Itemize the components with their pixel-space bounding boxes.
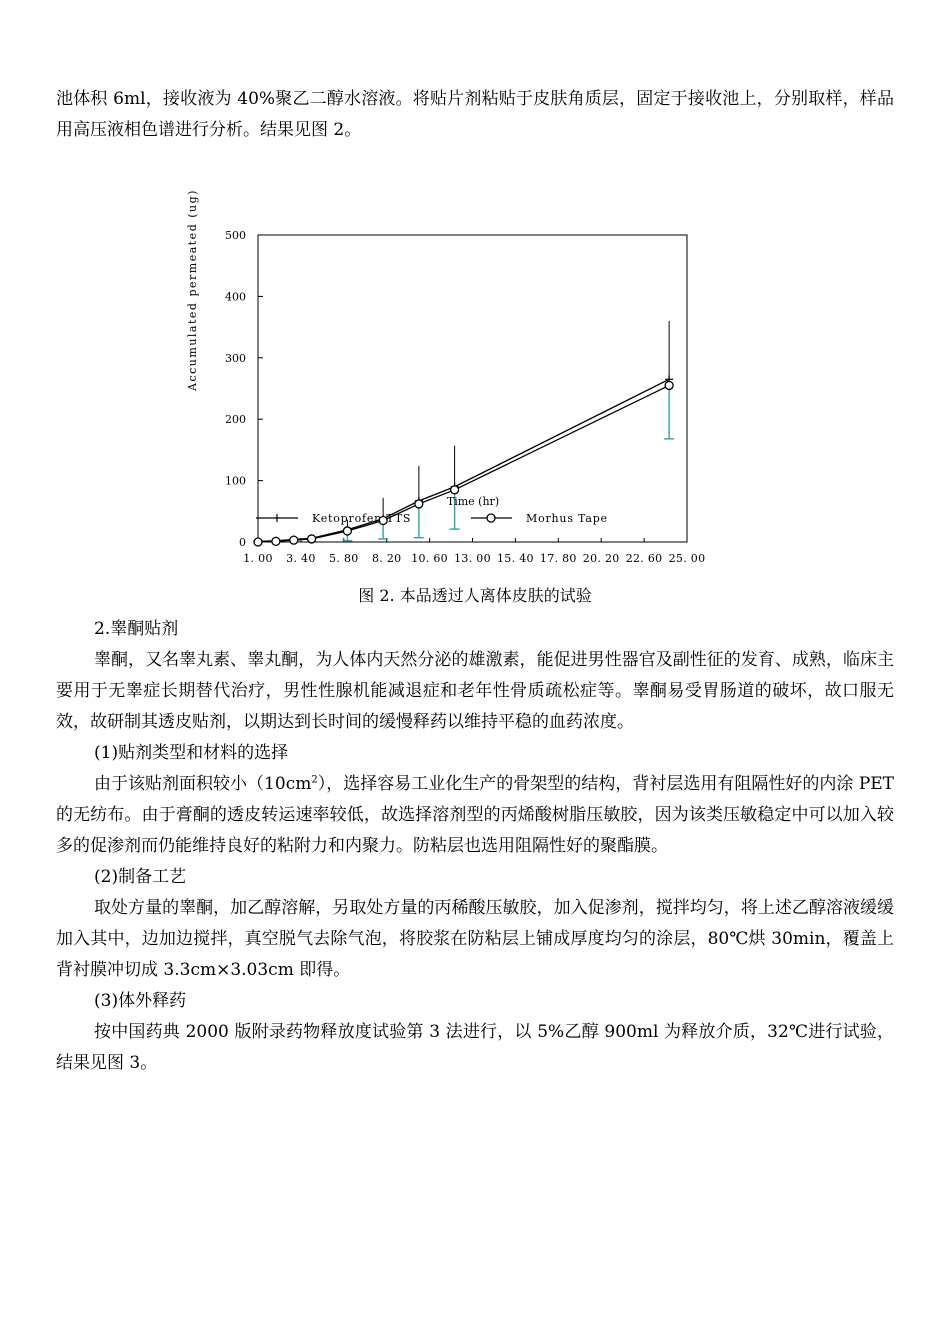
y-tick-label: 300 xyxy=(225,351,246,365)
data-point-circle xyxy=(272,537,280,545)
data-point-circle xyxy=(343,527,351,535)
x-tick-label: 3. 40 xyxy=(286,552,316,565)
y-tick-label: 400 xyxy=(225,290,246,304)
legend-label-ketoprofen: Ketoprofen TTS xyxy=(312,512,412,525)
y-tick-label: 500 xyxy=(225,229,246,242)
y-axis-label: Accumulated permeated (ug) xyxy=(186,189,199,391)
permeation-chart xyxy=(56,146,894,578)
page-content xyxy=(56,84,894,1079)
legend-marker-circle xyxy=(487,514,495,522)
data-point-circle xyxy=(290,536,298,544)
x-tick-label: 8. 20 xyxy=(371,552,402,565)
x-tick-label: 1. 00 xyxy=(243,552,273,565)
x-axis-label: Time (hr) xyxy=(446,495,500,508)
patch-type-text-b: ），选择容易工业化生产的骨架型的结构，背衬层选用有阻隔性好的内涂 PET 的无纺布。由于膏酮的透皮转运速率较低，故选择溶剂型的丙烯酸树脂压敏胶，因为该类压敏稳定中可以加入较多的促渗剂而仍能维持良好的粘附力和内聚力。防粘层也选用阻隔性好的聚酯膜。 xyxy=(56,774,895,856)
subsection-3-title: (3)体外释药 xyxy=(94,991,187,1011)
paragraph-preparation: 取处方量的睾酮，加乙醇溶解，另取处方量的丙稀酸压敏胶，加入促渗剂，搅拌均匀，将上述乙醇溶液缓缓加入其中，边加边搅拌，真空脱气去除气泡，将胶浆在防粘层上铺成厚度均匀的涂层，80℃烘 30min，覆盖上背衬膜冲切成 3.3cm×3.03cm 即得。 xyxy=(56,898,894,980)
superscript-2: 2 xyxy=(311,774,318,786)
y-tick-label: 100 xyxy=(225,474,246,488)
x-tick-label: 15. 40 xyxy=(497,552,534,565)
figure-caption: 图 2. 本品透过人离体皮肤的试验 xyxy=(358,586,592,605)
data-point-circle xyxy=(665,381,673,389)
subsection-2-title: (2)制备工艺 xyxy=(94,867,187,887)
x-tick-label: 13. 00 xyxy=(454,552,491,565)
patch-type-text-a: 由于该贴剂面积较小（10cm xyxy=(94,774,312,794)
y-tick-label: 0 xyxy=(239,536,246,549)
x-tick-label: 17. 80 xyxy=(539,552,577,565)
paragraph-testosterone: 睾酮，又名睾丸素、睾丸酮，为人体内天然分泌的雄激素，能促进男性器官及副性征的发育、成熟，临床主要用于无睾症长期替代治疗，男性性腺机能减退症和老年性骨质疏松症等。睾酮易受胃肠道的破坏，故口服无效，故研制其透皮贴剂，以期达到长时间的缓慢释药以维持平稳的血药浓度。 xyxy=(56,650,894,732)
legend-label-morhus: Morhus Tape xyxy=(526,512,608,525)
figure-2 xyxy=(56,146,894,578)
x-tick-label: 10. 60 xyxy=(411,552,448,565)
x-tick-label: 25. 00 xyxy=(668,552,706,565)
data-point-circle xyxy=(254,538,262,546)
subsection-1-title: (1)贴剂类型和材料的选择 xyxy=(94,743,289,763)
data-point-circle xyxy=(415,500,423,508)
y-tick-label: 200 xyxy=(225,413,246,427)
intro-paragraph: 池体积 6ml，接收液为 40%聚乙二醇水溶液。将贴片剂粘贴于皮肤角质层，固定于接收池上，分别取样，样品用高压液相色谱进行分析。结果见图 2。 xyxy=(56,89,894,140)
paragraph-patch-type xyxy=(56,769,894,862)
x-tick-label: 20. 20 xyxy=(582,552,620,565)
paragraph-in-vitro-release: 按中国药典 2000 版附录药物释放度试验第 3 法进行，以 5%乙醇 900ml 为释放介质，32℃进行试验，结果见图 3。 xyxy=(56,1022,894,1073)
section-title: 2.睾酮贴剂 xyxy=(94,619,179,639)
x-tick-label: 22. 60 xyxy=(625,552,663,565)
data-point-circle xyxy=(308,535,316,543)
x-tick-label: 5. 80 xyxy=(329,552,359,565)
data-point-circle xyxy=(451,486,459,494)
